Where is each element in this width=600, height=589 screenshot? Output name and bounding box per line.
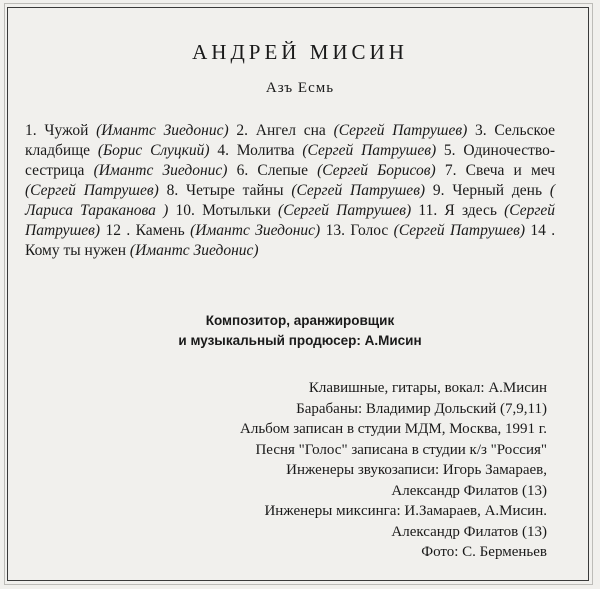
credit-line: Александр Филатов (13) [391, 523, 547, 540]
composer-line: Композитор, аранжировщик [205, 313, 395, 328]
track-author: (Имантс Зиедонис) [190, 222, 321, 239]
artist-name: АНДРЕЙ МИСИН [192, 40, 408, 64]
track-number: 10. [175, 202, 195, 219]
credit-line: Инженеры микcинга: И.Замараев, А.Мисин. [264, 503, 547, 519]
track-title: Свеча и меч [465, 162, 556, 179]
track-item [326, 222, 525, 239]
credit-line: Александр Филатов (13) [391, 482, 547, 499]
track-number: 11. [418, 202, 438, 219]
track-number: 9. [432, 182, 445, 199]
track-author: (Сергей Патрушев) [25, 202, 556, 239]
credit-line: Клавишные, гитары, вокал: А.Мисин [308, 380, 547, 396]
track-number: 14 . [530, 222, 556, 239]
track-author: (Имантс Зиедонис) [93, 162, 228, 179]
track-item [25, 122, 229, 139]
track-author: (Сергей Патрушев) [302, 142, 437, 159]
track-title: Кому ты нужен [25, 242, 127, 259]
track-author: (Борис Слуцкий) [97, 142, 210, 159]
track-number: 2. [236, 122, 248, 139]
track-author: (Сергей Патрушев) [278, 202, 412, 219]
composer-credit [0, 311, 600, 351]
track-title: Сельское кладбище [25, 122, 556, 159]
credits-block [240, 378, 547, 563]
producer-line: и музыкальный продюсер: А.Мисин [178, 333, 422, 348]
track-title: Чужой [44, 122, 89, 139]
track-number: 13. [325, 222, 345, 239]
track-number: 6. [236, 162, 249, 179]
track-title: Черный день [452, 182, 543, 199]
track-item [167, 182, 425, 199]
track-item [105, 222, 320, 239]
track-author: (Имантс Зиедонис) [96, 122, 229, 139]
track-author: (Сергей Патрушев) [333, 122, 468, 139]
track-title: Голос [350, 222, 389, 239]
track-author: (Сергей Патрушев) [291, 182, 426, 199]
track-item [175, 202, 411, 219]
track-title: Мотыльки [202, 202, 271, 219]
track-title: Молитва [236, 142, 295, 159]
track-author: ( Лариса Тараканова ) [25, 182, 556, 219]
track-number: 4. [217, 142, 229, 159]
track-title: Одиночество-сестрица [25, 142, 556, 179]
track-title: Ангел сна [255, 122, 326, 139]
credit-line: Песня "Голос" записана в студии к/з "Россия" [255, 441, 547, 458]
track-item [236, 122, 467, 139]
track-number: 3. [475, 122, 487, 139]
track-title: Четыре тайны [186, 182, 284, 199]
track-author: (Имантс Зиедонис) [129, 242, 259, 259]
track-item [217, 142, 436, 159]
track-author: (Сергей Борисов) [317, 162, 436, 179]
credit-line: Фото: С. Берменьев [421, 544, 547, 560]
track-number: 7. [444, 162, 457, 179]
track-title: Камень [135, 222, 185, 239]
track-number: 12 . [105, 222, 131, 239]
track-author: (Сергей Патрушев) [25, 182, 159, 199]
track-number: 1. [25, 122, 37, 139]
credit-line: Барабаны: Владимир Дольский (7,9,11) [296, 400, 547, 417]
track-item [237, 162, 436, 179]
track-title: Я здесь [444, 202, 497, 219]
track-number: 5. [443, 142, 456, 159]
track-number: 8. [166, 182, 179, 199]
track-list [25, 121, 555, 261]
credit-line: Альбом записан в студии МДМ, Москва, 1991 г. [240, 421, 547, 437]
track-author: (Сергей Патрушев) [393, 222, 525, 239]
album-title: Азъ Есмь [265, 80, 335, 96]
credit-line: Инженеры звукозаписи: Игорь Замараев, [286, 462, 547, 478]
track-title: Слепые [257, 162, 308, 179]
